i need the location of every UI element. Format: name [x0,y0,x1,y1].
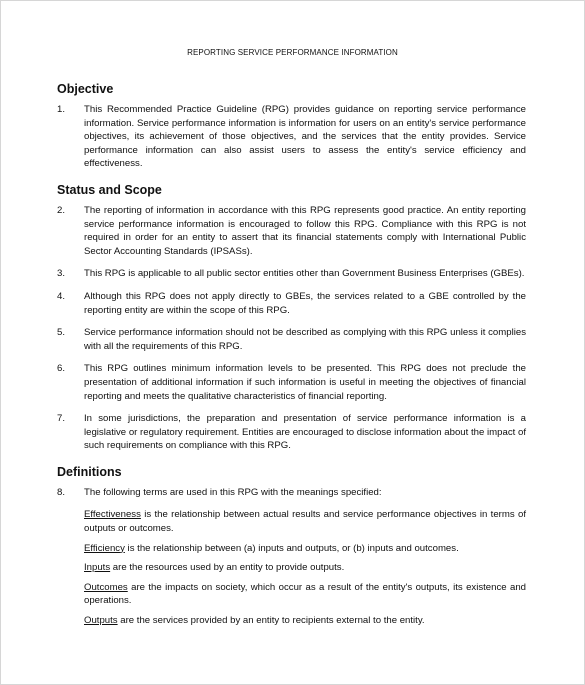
numbered-paragraph [57,486,526,500]
defined-term: Outcomes [84,581,128,593]
definition-text: are the resources used by an entity to provide outputs. [110,562,345,574]
paragraph-text: This RPG outlines minimum information levels to be presented. This RPG does not preclude the presentation of additional information if such information is useful in meeting the objectives of financial reporting and meets the qualitative characteristics of financial reporting. [84,363,526,402]
running-head: REPORTING SERVICE PERFORMANCE INFORMATION [187,48,398,57]
definition-text: is the relationship between actual results and service performance objectives in terms of outputs or outcomes. [84,509,526,535]
paragraph-number: 3. [57,268,66,280]
paragraph-number: 2. [57,204,66,216]
defined-term: Efficiency [84,542,125,554]
document-body [57,82,526,640]
paragraph-text: The reporting of information in accordance with this RPG represents good practice. An entity reporting service performance information is encouraged to follow this RPG. Compliance with this RPG is not required in order for an entity to assert that its financial statements comply with International Public Sector Accounting Standards (IPSASs). [84,204,526,257]
paragraph-number: 7. [57,413,66,425]
paragraph-number: 4. [57,290,66,302]
definition-outcomes [84,581,526,608]
defined-term: Inputs [84,562,111,574]
section-definitions [57,465,526,628]
section-heading: Status and Scope [57,182,162,197]
paragraph-text: Although this RPG does not apply directly to GBEs, the services related to a GBE controlled by the reporting entity are within the scope of this RPG. [84,290,526,316]
definition-text: are the impacts on society, which occur as a result of the entity's outputs, its existence and operations. [84,581,526,607]
paragraph-text: Service performance information should not be described as complying with this RPG unless it complies with all the requirements of this RPG. [84,327,526,352]
section-heading: Definitions [57,464,122,479]
paragraph-number: 1. [57,104,66,115]
paragraph-number: 6. [57,363,66,375]
paragraph-number: 5. [57,327,66,339]
section-objective [57,82,526,171]
definition-inputs [84,561,526,575]
paragraph-text: This Recommended Practice Guideline (RPG) provides guidance on reporting service performance information. Service performance information is information for users on an entity's service performance objectives, its achievement of those objectives, and the services that the entity provides. Service performance information can also assist users to assess the entity's service efficiency and effectiveness. [84,104,526,170]
paragraph-text: In some jurisdictions, the preparation and presentation of service performance information is a legislative or regulatory requirement. Entities are encouraged to disclose information about the impact of such requirements on compliance with this RPG. [84,413,526,452]
defined-term: Outputs [84,615,118,627]
definition-effectiveness [84,508,526,535]
section-heading: Objective [57,82,114,96]
definition-text: is the relationship between (a) inputs and outputs, or (b) inputs and outcomes. [124,542,459,554]
section-status-and-scope [57,183,526,453]
numbered-paragraph [57,103,526,171]
defined-term: Effectiveness [84,509,141,521]
numbered-paragraph [57,204,526,258]
definition-outputs [84,614,526,628]
numbered-paragraph [57,267,526,281]
definition-efficiency [84,542,526,556]
definition-text: are the services provided by an entity to recipients external to the entity. [117,615,425,627]
paragraph-number: 8. [57,486,66,498]
paragraph-text: This RPG is applicable to all public sector entities other than Government Business Enterprises (GBEs). [84,268,525,280]
numbered-paragraph [57,326,526,353]
paragraph-text: The following terms are used in this RPG with the meanings specified: [84,486,382,498]
numbered-paragraph [57,412,526,453]
numbered-paragraph [57,290,526,317]
numbered-paragraph [57,362,526,403]
